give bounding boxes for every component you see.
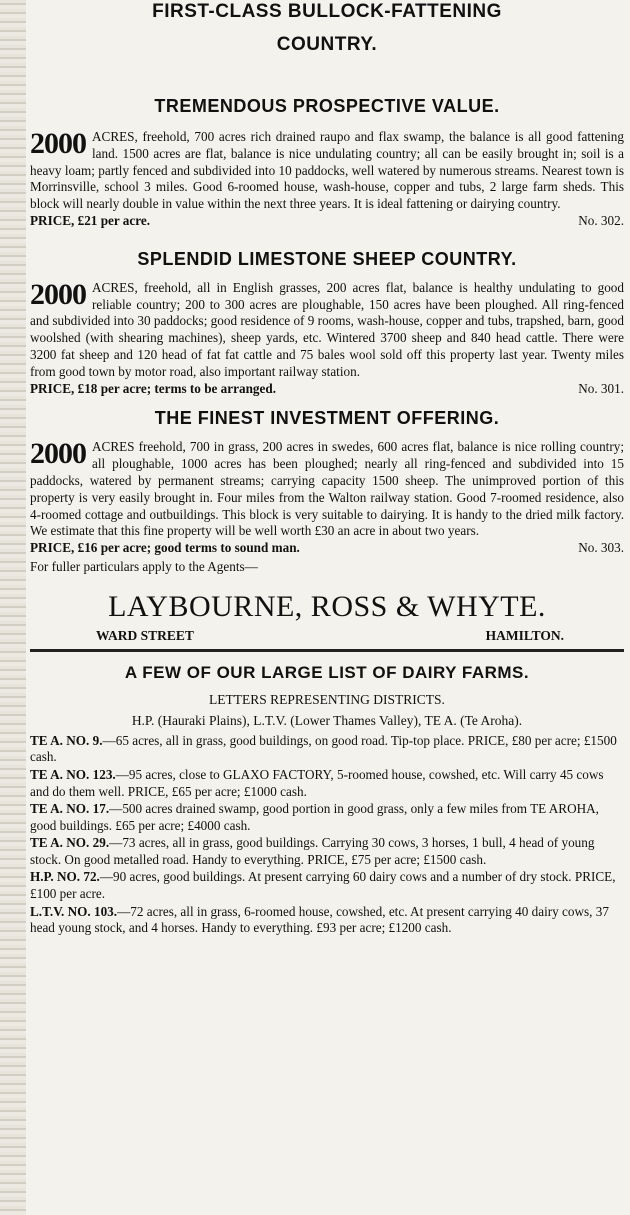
listing-footer <box>30 540 624 557</box>
farm-listing <box>30 801 624 834</box>
listing-body <box>30 129 624 213</box>
divider-rule <box>30 649 624 652</box>
listing-price: PRICE, £16 per acre; good terms to sound man. <box>30 540 300 556</box>
farm-reference: H.P. NO. 72. <box>30 869 100 885</box>
farm-listing <box>30 869 624 902</box>
farm-reference: TE A. NO. 17. <box>30 801 110 817</box>
farm-reference: TE A. NO. 29. <box>30 835 110 851</box>
section-heading: TREMENDOUS PROSPECTIVE VALUE. <box>154 96 500 116</box>
listing-number: No. 303. <box>578 540 624 556</box>
farm-description: —65 acres, all in grass, good buildings, on good road. Tip-top place. PRICE, £80 per acre; £1500 cash. <box>30 732 617 765</box>
farm-listing <box>30 904 624 937</box>
acreage-figure: 2000 <box>30 277 86 311</box>
listing-text: ACRES, freehold, 700 acres rich drained raupo and flax swamp, the balance is all good fattening land. 1500 acres are flat, balance is nice undulating country; all can be easily brought in; soil is a heavy loam; partly fenced and subdivided into 10 paddocks, well watered by numerous streams. Nearest town is Morrinsville, school 3 miles. Good 6-roomed house, wash-house, copper and tubs, 2 large farm sheds. This block will nearly double in value within the next three years. It is ideal fattening or dairying country. <box>30 129 624 212</box>
listing-text: ACRES freehold, 700 in grass, 200 acres in swedes, 600 acres flat, balance is nice rolling country; all ploughable, 1000 acres has been ploughed; nearly all ring-fenced and subdivided into 15 paddocks, watered by permanent streams; carrying capacity 1500 sheep. The unimproved portion of this property is very easily brought in. Four miles from the Walton railway station. Good 7-roomed residence, also 4-roomed cottage and outbuildings. This block is very suitable to dairying. It is handy to the dried milk factory. We estimate that this fine property will be well worth £30 an acre in about two years. <box>30 439 624 539</box>
farm-reference: TE A. NO. 9. <box>30 732 103 748</box>
listing-price: PRICE, £18 per acre; terms to be arranged. <box>30 380 276 396</box>
agents-line: For fuller particulars apply to the Agents— <box>30 558 258 574</box>
section-heading: THE FINEST INVESTMENT OFFERING. <box>154 408 500 429</box>
farm-description: —500 acres drained swamp, good portion in good grass, only a few miles from TE AROHA, good buildings. £65 per acre; £4000 cash. <box>30 801 599 833</box>
acreage-figure: 2000 <box>30 127 86 160</box>
listing-footer <box>30 381 624 398</box>
listing-number: No. 301. <box>578 380 624 396</box>
listing-price: PRICE, £21 per acre. <box>30 212 151 228</box>
page-header <box>30 0 624 57</box>
agents-block <box>30 559 624 652</box>
farm-description: —73 acres, all in grass, good buildings. Carrying 30 cows, 3 horses, 1 bull, 4 head of young stock. On good metalled road. Handy to everything. PRICE, £75 per acre; £1500 cash. <box>30 835 595 867</box>
farm-listing <box>30 767 624 800</box>
districts-subheading: LETTERS REPRESENTING DISTRICTS. <box>209 691 445 707</box>
farm-description: —95 acres, close to GLAXO FACTORY, 5-roomed house, cowshed, etc. Will carry 45 cows and do them well. PRICE, £65 per acre; £1000 cash. <box>30 766 604 799</box>
agent-city: HAMILTON. <box>485 627 564 643</box>
section-heading: A FEW OF OUR LARGE LIST OF DAIRY FARMS. <box>124 662 530 682</box>
agent-address <box>30 628 624 644</box>
listing-301 <box>30 248 624 398</box>
farm-description: —90 acres, good buildings. At present carrying 60 dairy cows and a number of dry stock. PRICE, £100 per acre. <box>30 869 616 902</box>
listing-302 <box>30 95 624 230</box>
farm-listing <box>30 835 624 868</box>
listing-303 <box>30 407 624 557</box>
page-title-line1: FIRST-CLASS BULLOCK-FATTENING <box>152 1 502 22</box>
listing-number: No. 302. <box>578 212 624 228</box>
agent-street: WARD STREET <box>96 627 194 643</box>
listing-body <box>30 439 624 540</box>
agent-firm-name: LAYBOURNE, ROSS & WHYTE. <box>108 589 546 623</box>
acreage-figure: 2000 <box>30 437 86 471</box>
farm-reference: L.T.V. NO. 103. <box>30 903 118 919</box>
listing-footer <box>30 213 624 230</box>
farm-reference: TE A. NO. 123. <box>30 766 116 782</box>
section-heading: SPLENDID LIMESTONE SHEEP COUNTRY. <box>137 248 517 269</box>
page-title-line2: COUNTRY. <box>276 34 378 55</box>
farm-listing <box>30 733 624 766</box>
page-edge <box>0 0 26 1215</box>
dairy-farms-section <box>30 662 624 937</box>
listing-body <box>30 277 624 381</box>
farm-description: —72 acres, all in grass, 6-roomed house, cowshed, etc. At present carrying 40 dairy cows, 37 head young stock, and 4 horses. Handy to everything. £93 per acre; £1200 cash. <box>30 903 609 936</box>
districts-legend: H.P. (Hauraki Plains), L.T.V. (Lower Thames Valley), TE A. (Te Aroha). <box>131 712 523 728</box>
listing-text: ACRES, freehold, all in English grasses, 200 acres flat, balance is healthy undulating to good reliable country; 200 to 300 acres are ploughable, 150 acres have been ploughed. All ring-fenced and subdivided into 30 paddocks; good residence of 9 rooms, wash-house, copper and tubs, trapshed, barn, good woolshed (with shearing machines), sheep yards, etc. Wintered 3700 sheep and 840 head cattle. There were 3200 fat sheep and 120 head of fat fat cattle and 75 bales wool sold off this property last year. Twenty miles from good town by motor road, also important railway station. <box>30 279 624 379</box>
